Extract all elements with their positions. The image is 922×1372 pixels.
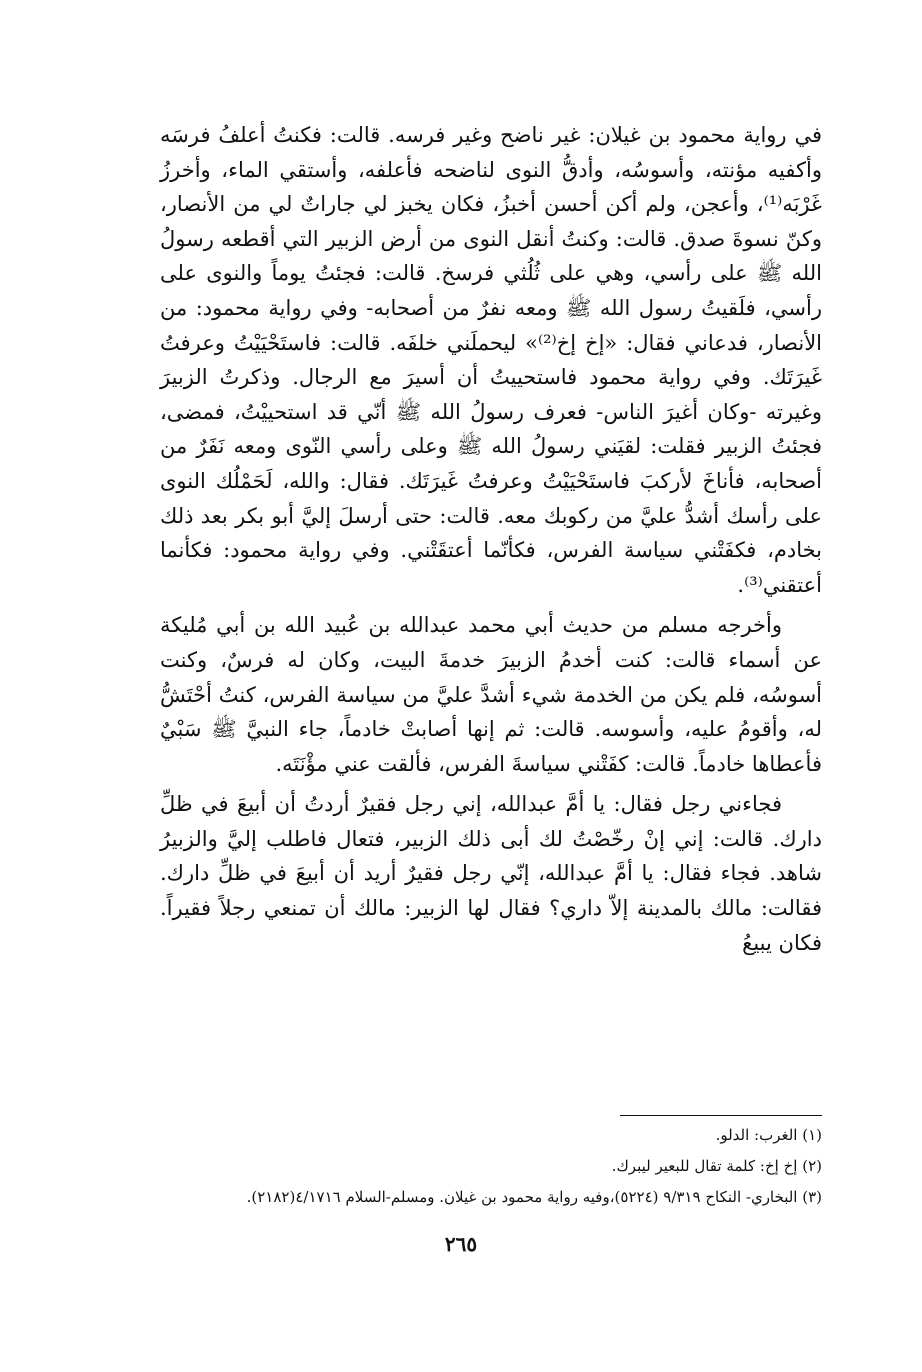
paragraph-1: في رواية محمود بن غيلان: غير ناضح وغير فرسه. قالت: فكنتُ أعلفُ فرسَه وأكفيه مؤنته، وأسوسُه، وأدقُّ النوى لناضحه فأعلفه، وأستقي الماء، وأخرزُ غَرْبَه⁽¹⁾، وأعجن، ولم أكن أحسن أخبزُ، فكان يخبز لي جاراتٌ لي من الأنصار، وكنّ نسوةَ صدق. قالت: وكنتُ أنقل النوى من أرض الزبير التي أقطعه رسولُ الله ﷺ على رأسي، وهي على ثُلُثي فرسخ. قالت: فجئتُ يوماً والنوى على رأسي، فلَقيتُ رسول الله ﷺ ومعه نفرٌ من أصحابه- وفي رواية محمود: من الأنصار، فدعاني فقال: «إخ إخ⁽²⁾» ليحملَني خلفَه. قالت: فاستَحْيَيْتُ وعرفتُ غَيرَتَك. وفي رواية محمود فاستحييتُ أن أسيرَ مع الرجال. وذكرتُ الزبيرَ وغيرته -وكان أغيرَ الناس- فعرف رسولُ الله ﷺ أنّي قد استحييْتُ، فمضى، فجئتُ الزبير فقلت: لقيَني رسولُ الله ﷺ وعلى رأسي النّوى ومعه نَفَرٌ من أصحابه، فأناخَ لأركبَ فاستَحْيَيْتُ وعرفتُ غَيرَتَك. فقال: والله، لَحَمْلُك النوى على رأسك أشدُّ عليَّ من ركوبك معه. قالت: حتى أرسلَ إليَّ أبو بكر بعد ذلك بخادم، فكفَتْني سياسة الفرس، فكأنّما أعتقَتْني. وفي رواية محمود: فكأنما أعتقني⁽³⁾. <box>160 123 823 597</box>
paragraph-2: وأخرجه مسلم من حديث أبي محمد عبدالله بن عُبيد الله بن أبي مُليكة عن أسماء قالت: كنت أخدمُ الزبيرَ خدمةَ البيت، وكان له فرسٌ، وكنت أسوسُه، فلم يكن من الخدمة شيء أشدَّ عليَّ من سياسة الفرس، كنتُ أحْتَشُّ له، وأقومُ عليه، وأسوسه. قالت: ثم إنها أصابتْ خادماً، جاء النبيَّ ﷺ سَبْيٌ فأعطاها خادماً. قالت: كفَتْني سياسةَ الفرس، فألقت عني مؤْنَتَه. <box>160 613 822 776</box>
body-text <box>160 118 822 960</box>
footnote-3: (٣) البخاري- النكاح ٩/٣١٩ (٥٢٢٤)،وفيه رواية محمود بن غيلان. ومسلم-السلام ٤/١٧١٦(٢١٨٢). <box>246 1188 822 1206</box>
footnote-1: (١) الغرب: الدلو. <box>715 1126 822 1144</box>
footnotes <box>140 1120 822 1213</box>
page-number: ٢٦٥ <box>444 1232 478 1256</box>
footnote-2: (٢) إخ إخ: كلمة تقال للبعير ليبرك. <box>611 1157 822 1175</box>
footnote-separator <box>620 1115 822 1116</box>
paragraph-3: فجاءني رجل فقال: يا أمَّ عبدالله، إني رجل فقيرٌ أردتُ أن أبيعَ في ظلِّ دارك. قالت: إني إنْ رخّصْتُ لك أبى ذلك الزبير، فتعال فاطلب إليَّ والزبيرُ شاهد. فجاء فقال: يا أمَّ عبدالله، إنّي رجل فقيرٌ أريد أن أبيعَ في ظلِّ دارك. فقالت: مالك بالمدينة إلاّ داري؟ فقال لها الزبير: مالك أن تمنعي رجلاً فقيراً. فكان يبيعُ <box>160 792 822 955</box>
